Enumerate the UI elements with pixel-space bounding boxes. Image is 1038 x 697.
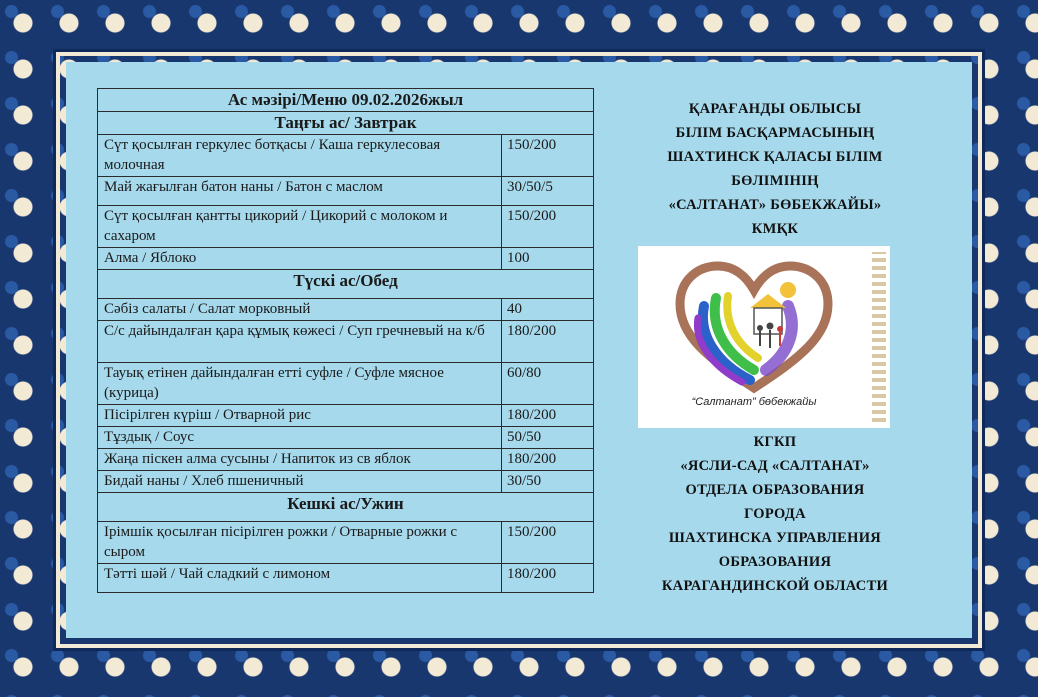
table-row xyxy=(98,135,594,177)
org-line: КМҚК xyxy=(751,221,799,237)
dish-name: Тауық етінен дайындалған етті суфле / Суфле мясное (курица) xyxy=(98,363,502,405)
table-row xyxy=(98,449,594,471)
dish-quantity: 50/50 xyxy=(502,427,594,449)
org-line: «САЛТАНАТ» БӨБЕКЖАЙЫ» xyxy=(668,197,882,213)
table-row xyxy=(98,427,594,449)
org-line: ШАХТИНСК ҚАЛАСЫ БІЛІМ xyxy=(667,149,883,165)
table-row xyxy=(98,248,594,270)
dish-quantity: 150/200 xyxy=(502,206,594,248)
table-row xyxy=(98,471,594,493)
table-row xyxy=(98,564,594,593)
dish-name: Май жағылған батон наны / Батон с маслом xyxy=(98,177,502,206)
kindergarten-logo xyxy=(638,246,890,428)
org-line: ГОРОДА xyxy=(744,506,806,522)
dish-quantity: 180/200 xyxy=(502,449,594,471)
heart-family-house-icon xyxy=(638,246,870,396)
dish-name: Бидай наны / Хлеб пшеничный xyxy=(98,471,502,493)
dish-quantity: 150/200 xyxy=(502,522,594,564)
dish-name: Тәтті шәй / Чай сладкий с лимоном xyxy=(98,564,502,593)
table-row xyxy=(98,321,594,363)
dish-quantity: 60/80 xyxy=(502,363,594,405)
table-row xyxy=(98,522,594,564)
table-row xyxy=(98,299,594,321)
org-line: ОБРАЗОВАНИЯ xyxy=(718,554,832,570)
menu-title: Ас мәзірі/Меню 09.02.2026жыл xyxy=(98,89,594,112)
dish-quantity: 100 xyxy=(502,248,594,270)
dish-name: С/с дайындалған қара құмық көжесі / Суп гречневый на к/б xyxy=(98,321,502,363)
lunch-heading: Түскі ас/Обед xyxy=(98,270,594,299)
table-row xyxy=(98,363,594,405)
dish-name: Алма / Яблоко xyxy=(98,248,502,270)
org-line: БӨЛІМІНІҢ xyxy=(731,173,819,189)
table-row xyxy=(98,405,594,427)
dish-quantity: 180/200 xyxy=(502,321,594,363)
dish-name: Пісірілген күріш / Отварной рис xyxy=(98,405,502,427)
dish-name: Сәбіз салаты / Салат морковный xyxy=(98,299,502,321)
org-line: ШАХТИНСКА УПРАВЛЕНИЯ xyxy=(668,530,882,546)
table-row xyxy=(98,206,594,248)
org-line: КГКП xyxy=(753,434,797,450)
org-line: БІЛІМ БАСҚАРМАСЫНЫҢ xyxy=(675,125,875,141)
dish-name: Сүт қосылған қантты цикорий / Цикорий с молоком и сахаром xyxy=(98,206,502,248)
ornament-strip xyxy=(872,252,886,422)
organization-name-kz xyxy=(625,97,925,241)
logo-caption: “Салтанат” бөбекжайы xyxy=(691,396,817,408)
menu-table xyxy=(97,88,594,593)
org-line: ОТДЕЛА ОБРАЗОВАНИЯ xyxy=(685,482,865,498)
dish-name: Ірімшік қосылған пісірілген рожки / Отварные рожки с сыром xyxy=(98,522,502,564)
org-line: «ЯСЛИ-САД «САЛТАНАТ» xyxy=(680,458,870,474)
dish-name: Жаңа піскен алма сусыны / Напиток из св яблок xyxy=(98,449,502,471)
org-line: КАРАГАНДИНСКОЙ ОБЛАСТИ xyxy=(661,578,889,594)
organization-name-ru xyxy=(625,430,925,598)
dish-quantity: 150/200 xyxy=(502,135,594,177)
dish-name: Сүт қосылған геркулес ботқасы / Каша геркулесовая молочная xyxy=(98,135,502,177)
dish-quantity: 40 xyxy=(502,299,594,321)
table-row xyxy=(98,177,594,206)
dish-quantity: 30/50 xyxy=(502,471,594,493)
breakfast-heading: Таңғы ас/ Завтрак xyxy=(98,112,594,135)
dish-name: Тұздық / Соус xyxy=(98,427,502,449)
org-line: ҚАРАҒАНДЫ ОБЛЫСЫ xyxy=(688,101,862,117)
dinner-heading: Кешкі ас/Ужин xyxy=(98,493,594,522)
dish-quantity: 30/50/5 xyxy=(502,177,594,206)
dish-quantity: 180/200 xyxy=(502,564,594,593)
dish-quantity: 180/200 xyxy=(502,405,594,427)
